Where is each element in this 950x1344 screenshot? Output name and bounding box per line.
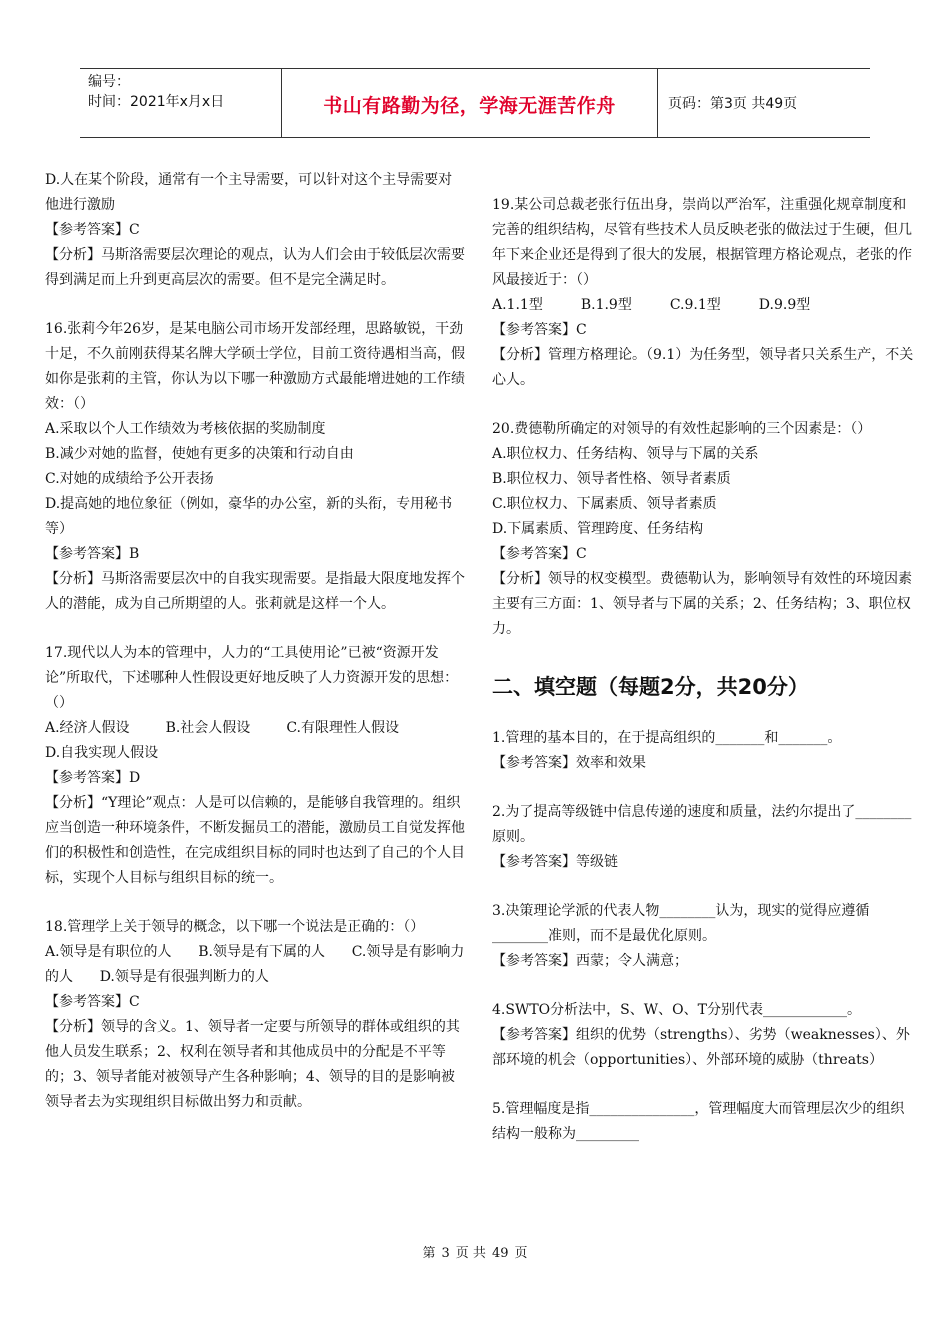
fill-q4: 4.SWTO分析法中，S、W、O、T分别代表____________。 bbox=[492, 1002, 861, 1018]
q18-option-b: B.领导是有下属的人 bbox=[198, 944, 326, 960]
fill-q4-answer: 【参考答案】组织的优势（strengths）、劣势（weaknesses）、外部环境的机会（opportunities）、外部环境的威胁（threats） bbox=[492, 1027, 910, 1068]
q17-answer: 【参考答案】D bbox=[45, 770, 141, 786]
q19-option-d: D.9.9型 bbox=[758, 297, 811, 313]
q18-option-c: C.领导是有影响力的人 bbox=[45, 944, 465, 985]
q18-answer: 【参考答案】C bbox=[45, 994, 140, 1010]
q17-question: 17.现代以人为本的管理中，人力的“工具使用论”已被“资源开发论”所取代，下述哪种人性假设更好地反映了人力资源开发的思想：（） bbox=[45, 645, 459, 711]
q17-option-a: A.经济人假设 bbox=[45, 720, 130, 736]
q18-question: 18.管理学上关于领导的概念，以下哪一个说法是正确的：（） bbox=[45, 919, 425, 935]
q17-option-c: C.有限理性人假设 bbox=[286, 720, 399, 736]
header-info-cell bbox=[80, 69, 282, 137]
q16-option-a: A.采取以个人工作绩效为考核依据的奖励制度 bbox=[45, 421, 326, 437]
footer-suffix: 页 bbox=[514, 1246, 528, 1261]
q18-option-a: A.领导是有职位的人 bbox=[45, 944, 172, 960]
q20-analysis: 【分析】领导的权变模型。费德勒认为，影响领导有效性的环境因素主要有三方面：1、领导者与下属的关系；2、任务结构；3、职位权力。 bbox=[492, 571, 912, 637]
q15-analysis: 【分析】马斯洛需要层次理论的观点，认为人们会由于较低层次需要得到满足而上升到更高层次的需要。但不是完全满足时。 bbox=[45, 247, 465, 288]
q16-option-d: D.提高她的地位象征（例如，豪华的办公室，新的头衔，专用秘书等） bbox=[45, 496, 453, 537]
q20-option-c: C.职位权力、下属素质、领导者素质 bbox=[492, 496, 717, 512]
q20-option-d: D.下属素质、管理跨度、任务结构 bbox=[492, 521, 704, 537]
header-page-label: 页码：第3页 共49页 bbox=[668, 96, 798, 112]
q20-answer: 【参考答案】C bbox=[492, 546, 587, 562]
q15-option-d: D.人在某个阶段，通常有一个主导需要，可以针对这个主导需要对他进行激励 bbox=[45, 172, 453, 213]
q17-option-b: B.社会人假设 bbox=[165, 720, 251, 736]
footer-prefix: 第 bbox=[422, 1246, 436, 1261]
fill-q3: 3.决策理论学派的代表人物________认为，现实的觉得应遵循________准则，而不是最优化原则。 bbox=[492, 903, 870, 944]
q16-option-c: C.对她的成绩给予公开表扬 bbox=[45, 471, 214, 487]
q19-question: 19.某公司总裁老张行伍出身，崇尚以严治军，注重强化规章制度和完善的组织结构，尽管有些技术人员反映老张的做法过于生硬，但几年下来企业还是得到了很大的发展，根据管理方格论观点，老张的作风最接近于：（） bbox=[492, 197, 912, 288]
q19-option-b: B.1.9型 bbox=[580, 297, 632, 313]
page-footer bbox=[0, 1244, 950, 1264]
left-column bbox=[45, 168, 465, 1115]
page-header bbox=[80, 68, 870, 138]
footer-total-pages: 49 bbox=[491, 1246, 509, 1261]
q18-option-d: D.领导是有很强判断力的人 bbox=[99, 969, 269, 985]
q17-analysis: 【分析】“Y理论”观点：人是可以信赖的，是能够自我管理的。组织应当创造一种环境条件，不断发掘员工的潜能，激励员工自觉发挥他们的积极性和创造性，在完成组织目标的同时也达到了自己的个人目标，实现个人目标与组织目标的统一。 bbox=[45, 795, 465, 886]
section-heading: 二、填空题（每题2分，共20分） bbox=[492, 675, 809, 699]
q19-option-a: A.1.1型 bbox=[492, 297, 543, 313]
header-motto-cell bbox=[282, 69, 658, 137]
right-column bbox=[492, 168, 914, 1147]
q16-option-b: B.减少对她的监督，使她有更多的决策和行动自由 bbox=[45, 446, 354, 462]
q16-answer: 【参考答案】B bbox=[45, 546, 140, 562]
q19-options bbox=[492, 293, 914, 318]
q18-options bbox=[45, 940, 465, 990]
q19-option-c: C.9.1型 bbox=[669, 297, 721, 313]
q19-answer: 【参考答案】C bbox=[492, 322, 587, 338]
q20-option-a: A.职位权力、任务结构、领导与下属的关系 bbox=[492, 446, 759, 462]
q16-analysis: 【分析】马斯洛需要层次中的自我实现需要。是指最大限度地发挥个人的潜能，成为自己所期望的人。张莉就是这样一个人。 bbox=[45, 571, 465, 612]
header-motto: 书山有路勤为径，学海无涯苦作舟 bbox=[323, 94, 616, 117]
footer-page-number: 3 bbox=[441, 1246, 450, 1261]
q17-option-d: D.自我实现人假设 bbox=[45, 745, 159, 761]
fill-q2-answer: 【参考答案】等级链 bbox=[492, 854, 618, 870]
fill-q5: 5.管理幅度是指_______________，管理幅度大而管理层次少的组织结构一般称为_________ bbox=[492, 1101, 905, 1142]
q18-analysis: 【分析】领导的含义。1、领导者一定要与所领导的群体或组织的其他人员发生联系；2、权利在领导者和其他成员中的分配是不平等的；3、领导者能对被领导产生各种影响；4、领导的目的是影响被领导者去为实现组织目标做出努力和贡献。 bbox=[45, 1019, 460, 1110]
q20-question: 20.费德勒所确定的对领导的有效性起影响的三个因素是：（） bbox=[492, 421, 872, 437]
header-page-cell bbox=[658, 69, 797, 137]
fill-q2: 2.为了提高等级链中信息传递的速度和质量，法约尔提出了________原则。 bbox=[492, 804, 912, 845]
q15-answer: 【参考答案】C bbox=[45, 222, 140, 238]
footer-mid: 页 共 bbox=[455, 1246, 486, 1261]
q19-analysis: 【分析】管理方格理论。（9.1）为任务型，领导者只关系生产，不关心人。 bbox=[492, 347, 914, 388]
fill-q3-answer: 【参考答案】西蒙；令人满意； bbox=[492, 953, 688, 969]
fill-q1-answer: 【参考答案】效率和效果 bbox=[492, 755, 646, 771]
fill-q1: 1.管理的基本目的，在于提高组织的_______和_______。 bbox=[492, 730, 842, 746]
q16-question: 16.张莉今年26岁，是某电脑公司市场开发部经理，思路敏锐，干劲十足，不久前刚获得某名牌大学硕士学位，目前工资待遇相当高，假如你是张莉的主管，你认为以下哪一种激励方式最能增进她的工作绩效：（） bbox=[45, 321, 465, 412]
header-time-label: 时间：2021年x月x日 bbox=[88, 94, 225, 110]
q17-options-abc bbox=[45, 716, 465, 741]
q20-option-b: B.职位权力、领导者性格、领导者素质 bbox=[492, 471, 731, 487]
header-number-label: 编号： bbox=[88, 74, 130, 90]
